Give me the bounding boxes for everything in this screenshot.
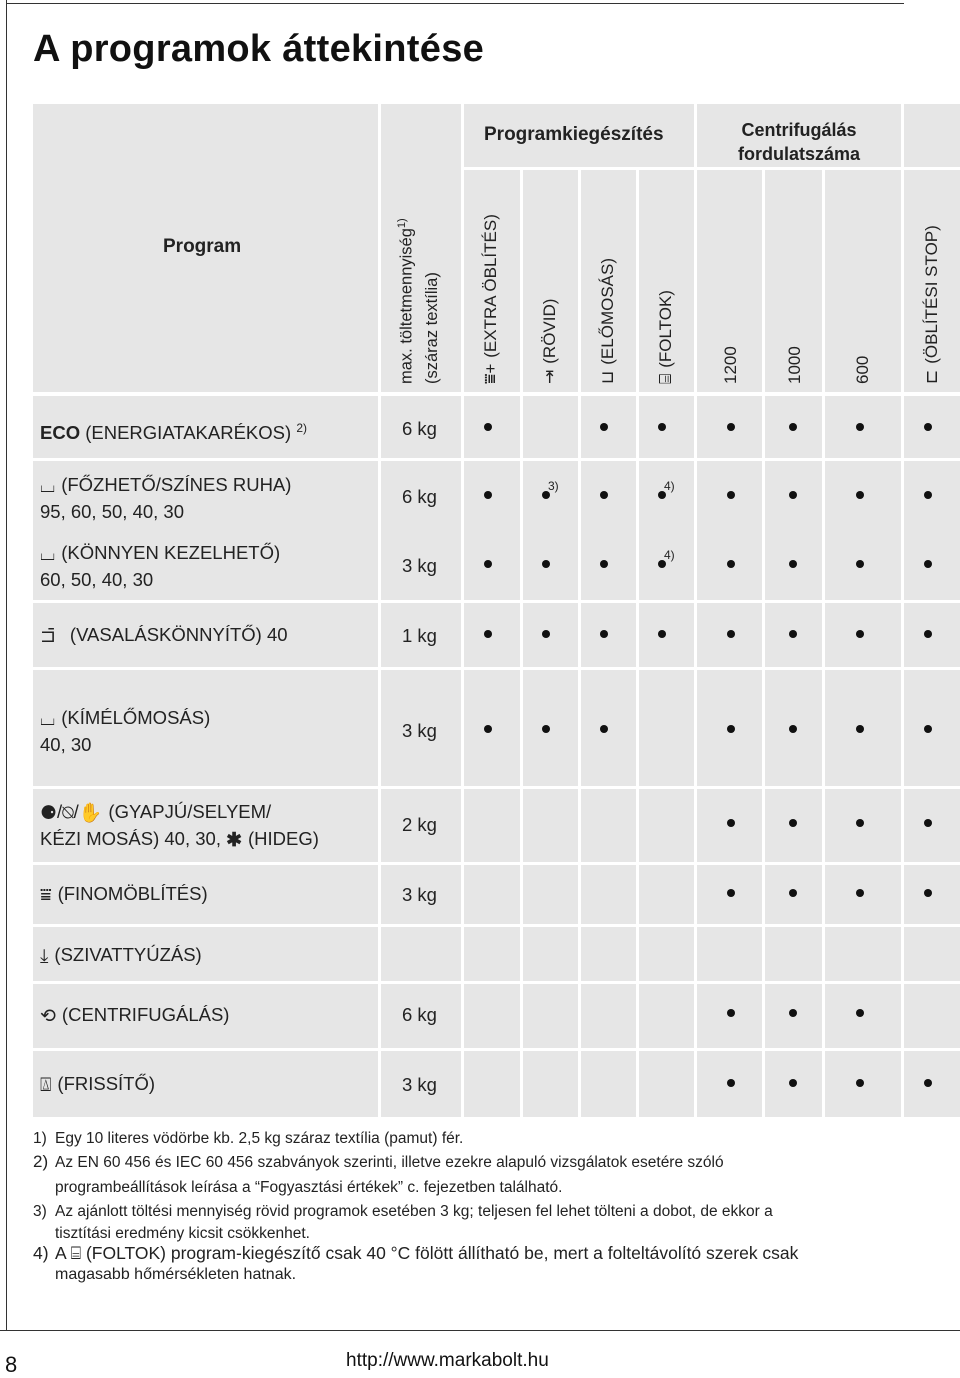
availability-dot [924, 560, 932, 568]
rinse-icon: ⩸ [40, 885, 52, 906]
availability-dot [856, 560, 864, 568]
availability-dot [924, 819, 932, 827]
program-delicate: ⌴ (KÍMÉLŐMOSÁS) 40, 30 [40, 707, 211, 755]
availability-dot [789, 819, 797, 827]
footnote-ref: 4) [664, 548, 675, 562]
footnote-3: 3) Az ajánlott töltési mennyiség rövid programok esetében 3 kg; teljesen fel lehet tölteni a dobot, de ekkor a tisztítási eredmény kicsit csökkenhet. [33, 1203, 773, 1242]
availability-dot [789, 491, 797, 499]
header-corner-cell [904, 104, 960, 167]
header-program-cell [33, 104, 378, 392]
header-supplement-group: Programkiegészítés [464, 104, 694, 167]
silk-icon: ⍉ [62, 803, 74, 824]
col-divider [520, 396, 523, 1117]
availability-dot [484, 491, 492, 499]
availability-dot [727, 1009, 735, 1017]
cold-icon: ✱ [226, 830, 243, 851]
availability-dot [658, 423, 666, 431]
availability-dot [600, 423, 608, 431]
availability-dot [924, 889, 932, 897]
availability-dot [600, 560, 608, 568]
availability-dot [856, 819, 864, 827]
load-value: 6 kg [402, 486, 437, 507]
availability-dot [856, 889, 864, 897]
header-col-1200: 1200 [697, 170, 762, 392]
stains-icon: ⌸ [70, 1243, 82, 1263]
wool-icon: ⚈ [40, 803, 58, 824]
load-value: 2 kg [402, 814, 437, 835]
availability-dot [484, 423, 492, 431]
footer-rule [0, 1330, 960, 1331]
col-divider [901, 396, 904, 1117]
page-title: A programok áttekintése [33, 28, 485, 70]
availability-dot [924, 423, 932, 431]
col-divider [461, 396, 464, 1117]
program-easy-iron: ⊐̄ (VASALÁSKÖNNYÍTŐ) 40 [40, 624, 288, 647]
header-col-rinse-stop: ⊏(ÖBLÍTÉSI STOP) [904, 170, 960, 392]
availability-dot [542, 725, 550, 733]
table-row-refresh [33, 1051, 960, 1117]
footnote-ref: 3) [548, 479, 559, 493]
program-cotton: ⌴ (FŐZHETŐ/SZÍNES RUHA) 95, 60, 50, 40, 30 [40, 474, 292, 522]
col-divider [636, 396, 639, 1117]
availability-dot [658, 630, 666, 638]
col-divider [822, 396, 825, 1117]
availability-dot [856, 1009, 864, 1017]
availability-dot [856, 630, 864, 638]
availability-dot [727, 819, 735, 827]
program-wool: ⚈/⍉/✋ (GYAPJÚ/SELYEM/ KÉZI MOSÁS) 40, 30, ✱ (HIDEG) [40, 801, 319, 851]
availability-dot [727, 725, 735, 733]
stains-icon: ⌸ [656, 373, 675, 384]
load-value: 6 kg [402, 1004, 437, 1025]
header-load-cell [381, 104, 461, 392]
availability-dot [727, 1079, 735, 1087]
program-drain: ⤓ (SZIVATTYÚZÁS) [40, 944, 202, 967]
availability-dot [542, 560, 550, 568]
footnote-4: 4) A ⌸ (FOLTOK) program-kiegészítő csak 40 °C fölött állítható be, mert a folteltávolító szerek csak magasabb hőmérsékleten hatnak. [33, 1243, 799, 1283]
availability-dot [924, 491, 932, 499]
availability-dot [727, 491, 735, 499]
delicate-icon: ⌴ [40, 709, 56, 730]
availability-dot [856, 491, 864, 499]
extra-rinse-icon: ⩸+ [481, 363, 500, 384]
header-spin-group: Centrifugálás fordulatszáma [697, 104, 901, 167]
spin-icon: ⟲ [40, 1006, 56, 1027]
availability-dot [484, 560, 492, 568]
header-program: Program [163, 236, 242, 257]
footnote-1: 1) Egy 10 literes vödörbe kb. 2,5 kg száraz textília (pamut) fér. [33, 1130, 464, 1147]
load-value: 3 kg [402, 720, 437, 741]
program-eco: ECO (ENERGIATAKARÉKOS) $^{2)}$ [40, 421, 307, 444]
refresh-icon: ⍍ [40, 1075, 52, 1096]
availability-dot [484, 725, 492, 733]
availability-dot [600, 491, 608, 499]
program-refresh: ⍍ (FRISSÍTŐ) [40, 1073, 156, 1096]
availability-dot [856, 423, 864, 431]
availability-dot [789, 889, 797, 897]
cotton-icon: ⌴ [40, 476, 56, 497]
col-divider [694, 396, 697, 1117]
availability-dot [727, 630, 735, 638]
col-divider [378, 396, 381, 1117]
availability-dot [789, 1009, 797, 1017]
footer-url: http://www.markabolt.hu [346, 1350, 549, 1371]
program-spin: ⟲ (CENTRIFUGÁLÁS) [40, 1004, 230, 1027]
availability-dot [484, 630, 492, 638]
col-divider [578, 396, 581, 1117]
top-rule [6, 3, 904, 4]
availability-dot [789, 560, 797, 568]
load-value: 3 kg [402, 884, 437, 905]
availability-dot [727, 560, 735, 568]
availability-dot [789, 423, 797, 431]
left-rule [6, 0, 7, 1330]
availability-dot [727, 889, 735, 897]
short-icon: ⇥ [540, 369, 559, 384]
header-col-1000: 1000 [765, 170, 822, 392]
header-load-line2: (száraz textília) [423, 272, 441, 384]
load-value: 6 kg [402, 418, 437, 439]
page-number: 8 [5, 1352, 18, 1377]
availability-dot [924, 630, 932, 638]
header-col-600: 600 [825, 170, 901, 392]
header-load-line1: max. töltetmennyiség$^{1)}$ [396, 218, 416, 384]
program-rinse: ⩸ (FINOMÖBLÍTÉS) [40, 883, 208, 906]
program-easycare: ⌴ (KÖNNYEN KEZELHETŐ) 60, 50, 40, 30 [40, 542, 281, 590]
availability-dot [789, 630, 797, 638]
header-col-short: ⇥(RÖVID) [523, 170, 578, 392]
availability-dot [924, 725, 932, 733]
easycare-icon: ⌴ [40, 544, 56, 565]
availability-dot [924, 1079, 932, 1087]
header-col-prewash: ⊔(ELŐMOSÁS) [581, 170, 636, 392]
availability-dot [789, 1079, 797, 1087]
footnote-ref: 4) [664, 479, 675, 493]
load-value: 3 kg [402, 555, 437, 576]
availability-dot [600, 725, 608, 733]
availability-dot [789, 725, 797, 733]
hand-wash-icon: ✋ [78, 803, 103, 824]
footnote-2: 2) Az EN 60 456 és IEC 60 456 szabványok szerinti, illetve ezekre alapuló vizsgálatok esetére szóló programbeállítások leírása a “Fogyasztási értékek” c. fejezetben található. [33, 1152, 724, 1196]
header-col-extra-rinse: ⩸+(EXTRA ÖBLÍTÉS) [464, 170, 520, 392]
availability-dot [542, 630, 550, 638]
availability-dot [856, 1079, 864, 1087]
load-value: 3 kg [402, 1074, 437, 1095]
col-divider [762, 396, 765, 1117]
easy-iron-icon: ⊐̄ [40, 626, 56, 647]
header-col-stains: ⌸(FOLTOK) [639, 170, 694, 392]
load-value: 1 kg [402, 625, 437, 646]
availability-dot [856, 725, 864, 733]
drain-icon: ⤓ [40, 946, 49, 967]
availability-dot [727, 423, 735, 431]
rinse-stop-icon: ⊏ [922, 369, 941, 384]
availability-dot [600, 630, 608, 638]
prewash-icon: ⊔ [598, 370, 617, 384]
